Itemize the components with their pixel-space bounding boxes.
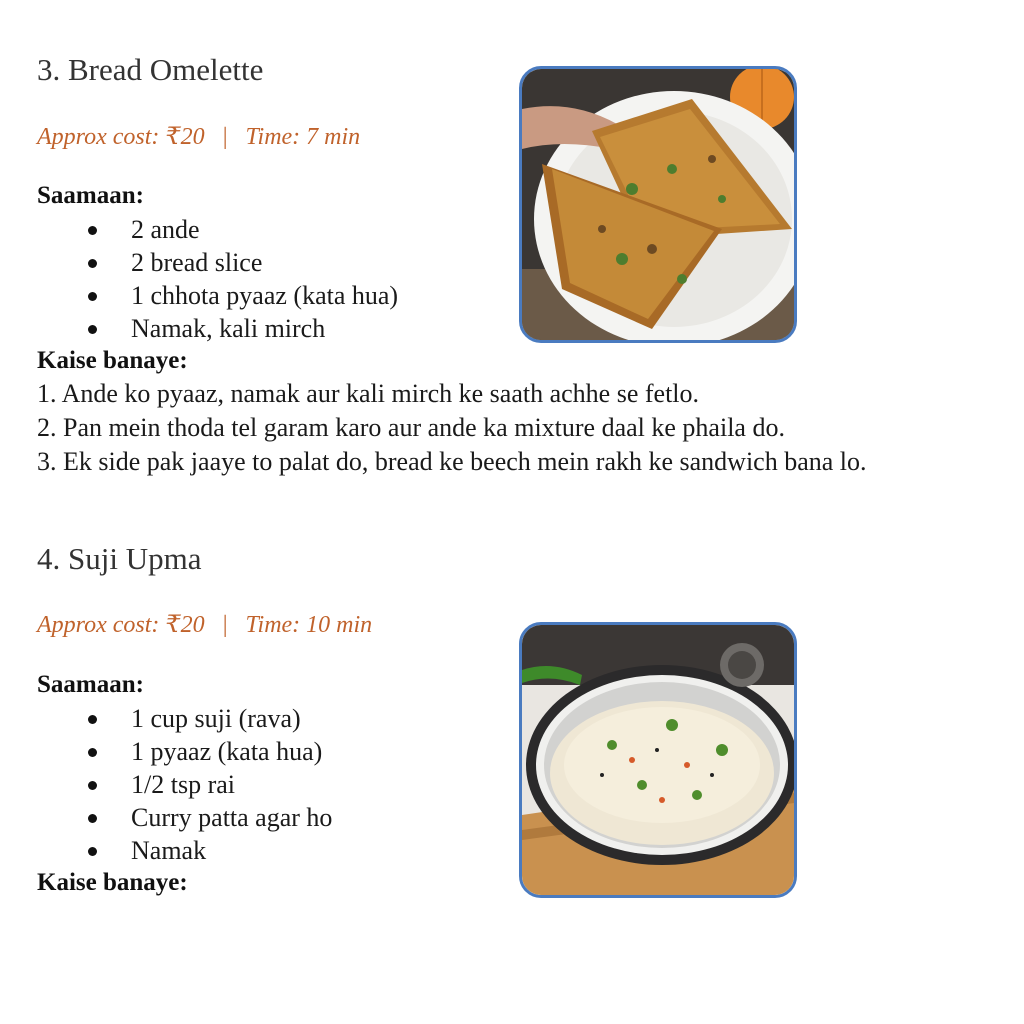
time-label: Time: 10 min xyxy=(245,612,373,638)
bullet-icon xyxy=(88,292,97,301)
bullet-icon xyxy=(88,226,97,235)
list-item: 1 cup suji (rava) xyxy=(0,702,332,735)
recipe-meta xyxy=(37,611,372,639)
bullet-icon xyxy=(88,715,97,724)
recipe-title: 3. Bread Omelette xyxy=(37,52,264,87)
list-item: 1 pyaaz (kata hua) xyxy=(0,735,332,768)
ingredients-heading: Saamaan: xyxy=(37,182,144,209)
bullet-icon xyxy=(88,325,97,334)
bullet-icon xyxy=(88,847,97,856)
suji-upma-photo xyxy=(519,622,797,898)
bread-omelette-image xyxy=(522,69,794,340)
bullet-icon xyxy=(88,748,97,757)
method-heading: Kaise banaye: xyxy=(37,869,188,896)
time-label: Time: 7 min xyxy=(245,124,361,150)
recipe-title: 4. Suji Upma xyxy=(37,541,202,576)
list-item: 2 ande xyxy=(0,213,398,246)
meta-separator: | xyxy=(222,124,228,150)
ingredients-heading: Saamaan: xyxy=(37,671,144,698)
step-item: 3. Ek side pak jaaye to palat do, bread ke beech mein rakh ke sandwich bana lo. xyxy=(37,447,867,476)
recipe-meta xyxy=(37,123,360,151)
list-item: 1 chhota pyaaz (kata hua) xyxy=(0,279,398,312)
method-heading: Kaise banaye: xyxy=(37,347,188,374)
bullet-icon xyxy=(88,781,97,790)
list-item: Curry patta agar ho xyxy=(0,801,332,834)
list-item: 2 bread slice xyxy=(0,246,398,279)
cost-label: Approx cost: ₹20 xyxy=(37,612,205,638)
list-item: Namak, kali mirch xyxy=(0,312,398,345)
list-item: 1/2 tsp rai xyxy=(0,768,332,801)
meta-separator: | xyxy=(222,612,228,638)
ingredients-list xyxy=(0,702,332,867)
steps-list xyxy=(37,377,867,479)
bullet-icon xyxy=(88,259,97,268)
suji-upma-image xyxy=(522,625,794,895)
step-item: 1. Ande ko pyaaz, namak aur kali mirch ke saath achhe se fetlo. xyxy=(37,379,700,408)
bread-omelette-photo xyxy=(519,66,797,343)
list-item: Namak xyxy=(0,834,332,867)
ingredients-list xyxy=(0,213,398,345)
step-item: 2. Pan mein thoda tel garam karo aur ande ka mixture daal ke phaila do. xyxy=(37,413,785,442)
bullet-icon xyxy=(88,814,97,823)
cost-label: Approx cost: ₹20 xyxy=(37,124,205,150)
